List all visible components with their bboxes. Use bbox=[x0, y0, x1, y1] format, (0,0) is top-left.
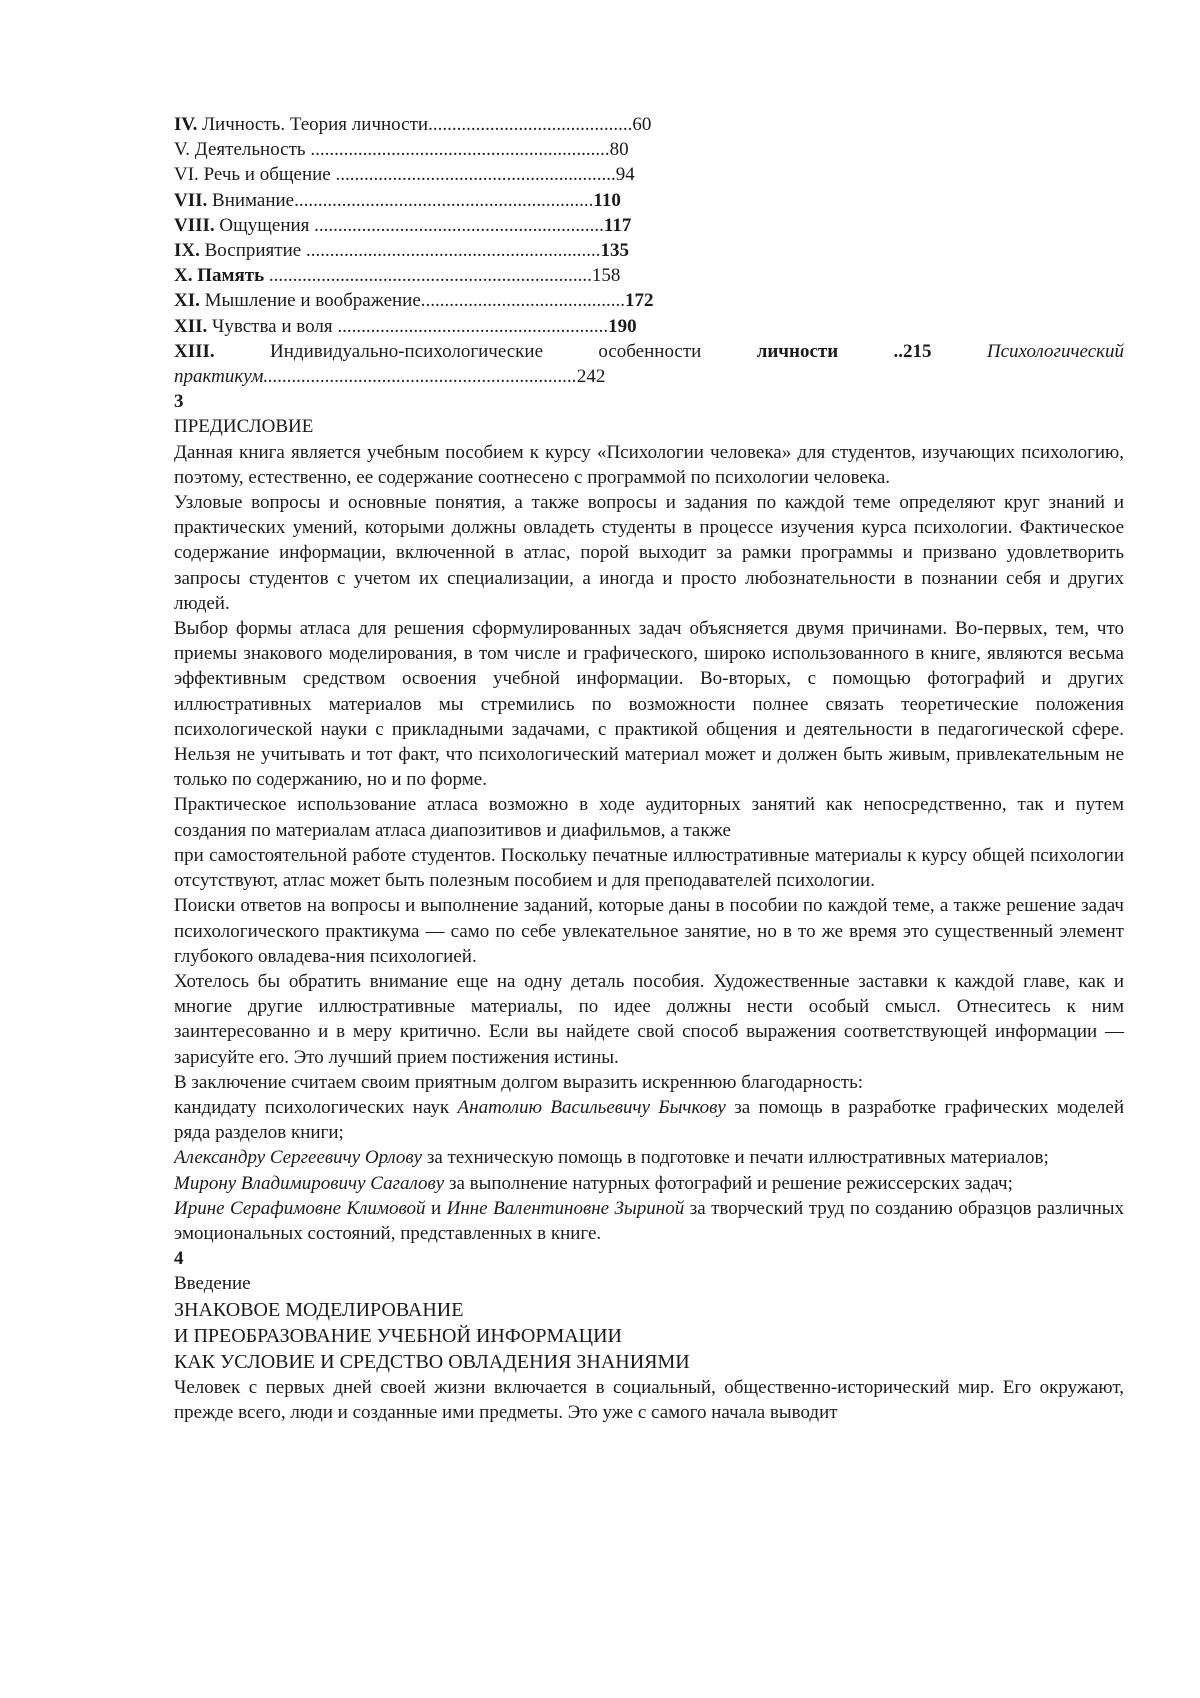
thanks-paragraph bbox=[174, 1145, 1124, 1170]
thanks-name: Анатолию Васильевичу Бычкову bbox=[457, 1096, 726, 1118]
preface-paragraph: В заключение считаем своим приятным долгом выразить искреннюю благодарность: bbox=[174, 1071, 864, 1093]
preface-paragraph: при самостоятельной работе студентов. Поскольку печатные иллюстративные материалы к курсу общей психологии отсутствуют, атлас может быть полезным пособием и для преподавателей психологии. bbox=[174, 844, 1124, 892]
toc-entry-page: ..215 bbox=[893, 340, 932, 362]
toc-entry-dots: ........................................... bbox=[420, 290, 626, 312]
toc-entry bbox=[174, 213, 1124, 238]
toc-entry-next-page: 242 bbox=[576, 366, 606, 388]
toc-entry-page: 80 bbox=[609, 139, 629, 161]
toc-entry-dots: .............................................................. bbox=[305, 240, 601, 262]
toc-entry-number: IV. bbox=[174, 114, 198, 135]
toc-entry-title: Память bbox=[197, 265, 269, 287]
thanks-post: за помощь в разработке графических моделей ряда разделов книги; bbox=[174, 1096, 1124, 1144]
intro-title-line: КАК УСЛОВИЕ И СРЕДСТВО ОВЛАДЕНИЯ ЗНАНИЯМИ bbox=[174, 1350, 690, 1373]
toc-entry-next-title: Психологический практикум bbox=[174, 340, 1125, 388]
toc-entry-number: VI. bbox=[174, 164, 199, 186]
toc-entry-dots: ......................................................... bbox=[337, 315, 609, 337]
toc-entry-title: Индивидуально-психологические особенности bbox=[270, 340, 702, 362]
thanks-post: за техническую помощь в подготовке и печати иллюстративных материалов; bbox=[422, 1147, 1049, 1169]
toc-entry bbox=[174, 162, 1124, 187]
page-number-marker: 3 bbox=[174, 391, 184, 413]
toc-entry-title: Деятельность bbox=[194, 139, 311, 161]
preface-paragraph: Данная книга является учебным пособием к курсу «Психологии человека» для студентов, изучающих психологию, поэтому, естественно, ее содержание соотнесено с программой по психологии человека. bbox=[174, 441, 1124, 488]
toc-entry-title: Чувства и воля bbox=[212, 315, 338, 337]
thanks-name: Ирине Серафимовне Климовой bbox=[174, 1197, 426, 1219]
toc-entry-number: X. bbox=[174, 265, 193, 287]
thanks-post: за выполнение натурных фотографий и решение режиссерских задач; bbox=[444, 1172, 1013, 1194]
toc-entry-number: XI. bbox=[174, 290, 200, 312]
thanks-conjunction: и bbox=[425, 1197, 447, 1219]
toc-entry bbox=[174, 238, 1124, 263]
toc-entry-dots: ............................................................. bbox=[314, 214, 604, 236]
thanks-name: Инне Валентиновне Зыриной bbox=[446, 1197, 685, 1219]
preface-paragraph: Практическое использование атласа возможно в ходе аудиторных занятий как непосредственно, так и путем создания по материалам атласа диапозитивов и диафильмов, а также bbox=[174, 794, 1124, 841]
thanks-name: Мирону Владимировичу Сагалову bbox=[174, 1172, 445, 1194]
toc-entry-title: Восприятие bbox=[204, 240, 306, 262]
thanks-post: за творческий труд по созданию образцов различных эмоциональных состояний, представленных в книге. bbox=[174, 1197, 1125, 1244]
toc-entry bbox=[174, 112, 1124, 137]
toc-entry-dots: ........................................... bbox=[428, 114, 633, 135]
table-of-contents bbox=[174, 112, 1124, 339]
toc-entry bbox=[174, 188, 1124, 213]
thanks-paragraph bbox=[174, 1095, 1124, 1145]
toc-entry-page: 110 bbox=[593, 189, 621, 211]
document-page bbox=[174, 112, 1124, 1425]
thanks-name: Александру Сергеевичу Орлову bbox=[174, 1147, 423, 1169]
toc-entry-page: 172 bbox=[625, 290, 654, 312]
preface-paragraph: Выбор формы атласа для решения сформулированных задач объясняется двумя причинами. Во-первых, тем, что приемы знакового моделирования, в том числе и графического, широко использованного в книге, являются весьма эффективным средством освоения учебной информации. Во-вторых, с помощью фотографий и других иллюстративных материалов мы стремились по возможности полнее связать теоретические положения психологической науки с прикладными задачами, с практикой общения и деятельности в педагогической сфере. Нельзя не учитывать и тот факт, что психологический материал может и должен быть живым, привлекательным не только по содержанию, но и по форме. bbox=[174, 618, 1124, 791]
toc-entry-dots: ........................................................... bbox=[335, 164, 616, 186]
toc-entry-title: Внимание bbox=[212, 189, 295, 211]
toc-entry-number: VIII. bbox=[174, 214, 215, 236]
toc-entry bbox=[174, 137, 1124, 162]
toc-entry-bold-word: личности bbox=[756, 340, 839, 362]
toc-entry-page: 158 bbox=[591, 265, 621, 287]
toc-entry-dots: .................................................................... bbox=[268, 265, 592, 287]
preface-heading: ПРЕДИСЛОВИЕ bbox=[174, 416, 314, 438]
toc-entry-number: XIII. bbox=[174, 340, 215, 362]
toc-entry-title: Мышление и воображение bbox=[204, 290, 421, 312]
toc-entry-page: 60 bbox=[632, 114, 652, 135]
thanks-paragraph bbox=[174, 1171, 1124, 1196]
page-number-marker: 4 bbox=[174, 1248, 184, 1270]
toc-entry-page: 117 bbox=[603, 214, 632, 236]
toc-entry-page: 190 bbox=[608, 315, 637, 337]
toc-entry bbox=[174, 314, 1124, 339]
toc-entry-number: XII. bbox=[174, 315, 208, 337]
intro-title-line: ЗНАКОВОЕ МОДЕЛИРОВАНИЕ bbox=[174, 1298, 464, 1321]
toc-entry-dots: ............................................................... bbox=[294, 189, 594, 211]
preface-paragraph: Поиски ответов на вопросы и выполнение заданий, которые даны в пособии по каждой теме, а также решение задач психологического практикума — само по себе увлекательное занятие, но в то же время это существенный элемент глубокого овладева-ния психологией. bbox=[174, 895, 1124, 967]
toc-entry-dots: .................................................................. bbox=[263, 366, 577, 388]
toc-entry-page: 94 bbox=[615, 164, 635, 186]
toc-entry bbox=[174, 288, 1124, 313]
preface-paragraph: Хотелось бы обратить внимание еще на одну деталь пособия. Художественные заставки к каждой главе, как и многие другие иллюстративные материалы, по идее должны нести особый смысл. Отнеситесь к ним заинтересованно и в меру критично. Если вы найдете свой способ выражения соответствующей информации — зарисуйте его. Это лучший прием постижения истины. bbox=[174, 970, 1124, 1068]
toc-entry-dots: ............................................................... bbox=[310, 139, 610, 161]
toc-entry-xiii bbox=[174, 339, 1124, 389]
toc-entry-number: V. bbox=[174, 139, 191, 161]
toc-entry-title: Ощущения bbox=[219, 214, 315, 236]
intro-label: Введение bbox=[174, 1273, 251, 1295]
toc-entry bbox=[174, 263, 1124, 288]
toc-entry-number: VII. bbox=[174, 189, 208, 211]
toc-entry-title: Речь и общение bbox=[203, 164, 336, 186]
toc-entry-page: 135 bbox=[600, 240, 629, 262]
thanks-pre: кандидату психологических наук bbox=[174, 1096, 458, 1118]
toc-entry-number: IX. bbox=[174, 240, 200, 262]
thanks-paragraph bbox=[174, 1196, 1124, 1246]
preface-paragraph: Узловые вопросы и основные понятия, а также вопросы и задания по каждой теме определяют круг знаний и практических умений, которыми должны овладеть студенты в процессе изучения курса психологии. Фактическое содержание информации, включенной в атлас, порой выходит за рамки программы и призвано удовлетворить запросы студентов с учетом их специализации, а иногда и просто любознательности в познании себя и других людей. bbox=[174, 492, 1124, 614]
intro-paragraph: Человек с первых дней своей жизни включается в социальный, общественно-исторический мир. Его окружают, прежде всего, люди и созданные ими предметы. Это уже с самого начала выводит bbox=[174, 1376, 1124, 1423]
toc-entry-title: Личность. Теория личности bbox=[202, 114, 429, 135]
intro-title-line: И ПРЕОБРАЗОВАНИЕ УЧЕБНОЙ ИНФОРМАЦИИ bbox=[174, 1324, 622, 1347]
